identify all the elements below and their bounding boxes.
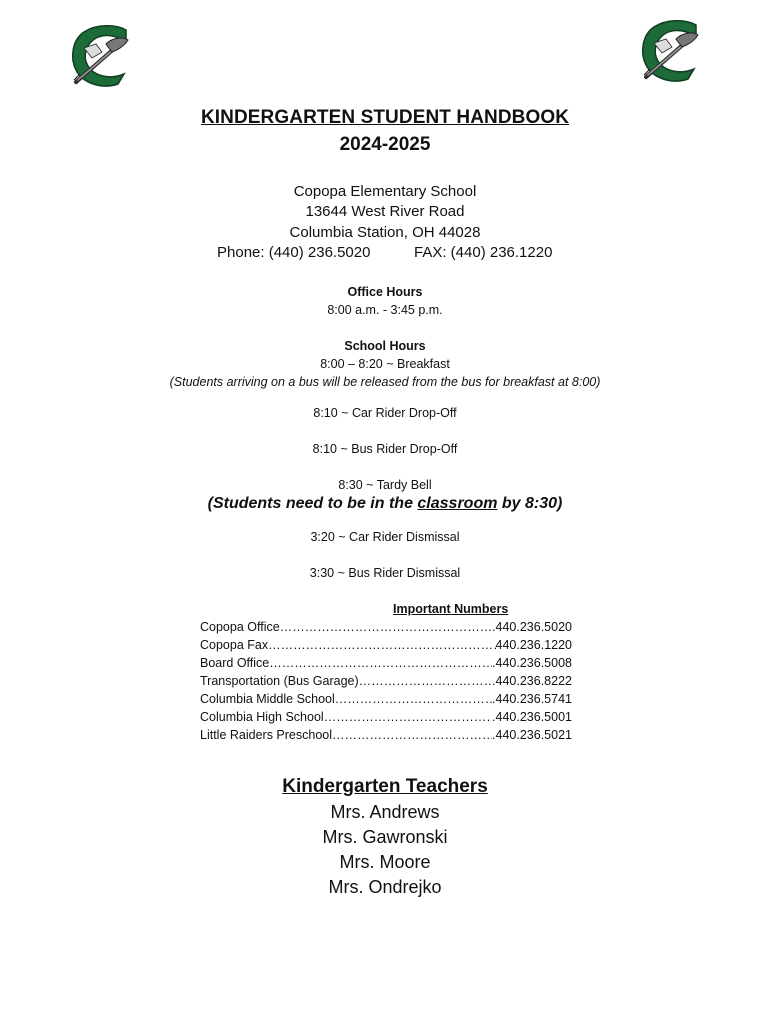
school-logo-right bbox=[636, 17, 706, 87]
bus-dropoff-time: 8:10 ~ Bus Rider Drop-Off bbox=[312, 442, 458, 456]
number-value: .440.236.5741 bbox=[492, 692, 572, 706]
school-logo-left bbox=[66, 22, 136, 92]
number-value: .440.236.5001 bbox=[492, 710, 572, 724]
number-label: Copopa Fax bbox=[200, 638, 269, 652]
dot-leader bbox=[269, 656, 492, 674]
teacher-name: Mrs. Gawronski bbox=[322, 827, 448, 847]
office-hours-heading: Office Hours bbox=[347, 285, 423, 299]
dot-leader bbox=[268, 638, 495, 656]
dot-leader bbox=[335, 692, 492, 710]
classroom-deadline-note bbox=[0, 495, 770, 513]
number-value: .440.236.5021 bbox=[492, 728, 572, 742]
number-value: .440.236.8222 bbox=[492, 674, 572, 688]
number-row bbox=[200, 656, 572, 674]
number-label: Transportation (Bus Garage) bbox=[200, 674, 359, 688]
car-dropoff-time: 8:10 ~ Car Rider Drop-Off bbox=[313, 406, 457, 420]
number-row bbox=[200, 674, 572, 692]
tardy-bell-time: 8:30 ~ Tardy Bell bbox=[338, 478, 432, 492]
deadline-note-start: (Students need to be in the bbox=[207, 495, 418, 512]
teacher-name: Mrs. Andrews bbox=[330, 802, 440, 822]
deadline-note-end: by 8:30) bbox=[497, 495, 563, 512]
number-value: .440.236.5020 bbox=[492, 620, 572, 634]
school-fax: FAX: (440) 236.1220 bbox=[414, 244, 553, 261]
school-hours-heading: School Hours bbox=[344, 339, 426, 353]
number-label: Board Office bbox=[200, 656, 270, 670]
school-phone: Phone: (440) 236.5020 bbox=[217, 244, 371, 261]
teachers-heading: Kindergarten Teachers bbox=[282, 776, 488, 797]
number-row bbox=[200, 638, 572, 656]
important-numbers-list bbox=[200, 620, 572, 746]
office-hours-time: 8:00 a.m. - 3:45 p.m. bbox=[327, 303, 443, 317]
bus-breakfast-note: (Students arriving on a bus will be released from the bus for breakfast at 8:00) bbox=[169, 375, 601, 389]
number-value: .440.236.5008 bbox=[492, 656, 572, 670]
number-value: 440.236.1220 bbox=[495, 638, 572, 652]
teacher-name: Mrs. Moore bbox=[339, 852, 431, 872]
number-row bbox=[200, 620, 572, 638]
car-dismissal-time: 3:20 ~ Car Rider Dismissal bbox=[310, 530, 460, 544]
dot-leader bbox=[359, 674, 492, 692]
school-name: Copopa Elementary School bbox=[293, 183, 477, 200]
teacher-name: Mrs. Ondrejko bbox=[328, 877, 442, 897]
number-row bbox=[200, 710, 572, 728]
handbook-title: KINDERGARTEN STUDENT HANDBOOK bbox=[200, 107, 570, 128]
number-label: Columbia Middle School bbox=[200, 692, 335, 706]
deadline-note-classroom: classroom bbox=[417, 495, 498, 512]
number-label: Little Raiders Preschool bbox=[200, 728, 333, 742]
dot-leader bbox=[332, 728, 492, 746]
school-street: 13644 West River Road bbox=[305, 203, 465, 220]
important-numbers-heading: Important Numbers bbox=[393, 602, 509, 616]
number-label: Columbia High School bbox=[200, 710, 324, 724]
bus-dismissal-time: 3:30 ~ Bus Rider Dismissal bbox=[309, 566, 461, 580]
number-row bbox=[200, 728, 572, 746]
breakfast-time: 8:00 – 8:20 ~ Breakfast bbox=[320, 357, 450, 371]
school-year: 2024-2025 bbox=[339, 134, 431, 155]
number-label: Copopa Office bbox=[200, 620, 280, 634]
dot-leader bbox=[280, 620, 492, 638]
number-row bbox=[200, 692, 572, 710]
dot-leader bbox=[324, 710, 492, 728]
school-city: Columbia Station, OH 44028 bbox=[289, 224, 481, 241]
c-tomahawk-logo-icon bbox=[66, 22, 136, 92]
c-tomahawk-logo-icon bbox=[636, 17, 706, 87]
